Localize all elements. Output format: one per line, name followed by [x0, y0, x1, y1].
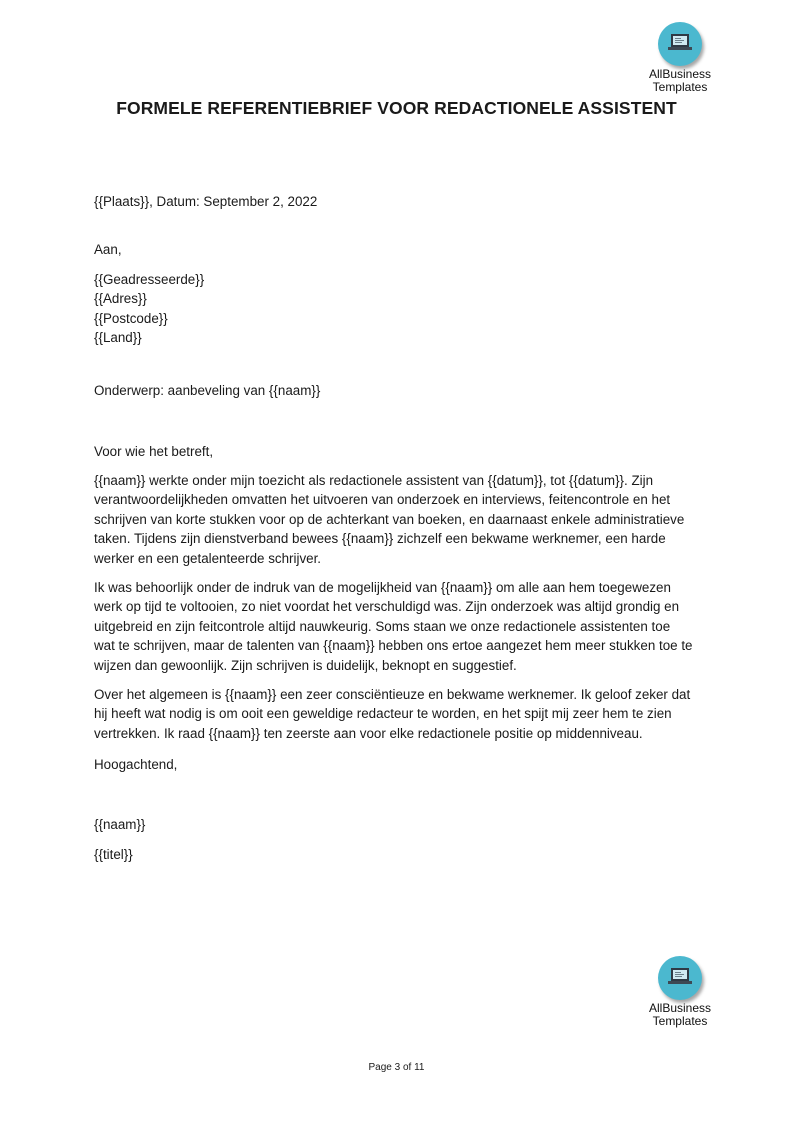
paragraph-line: verantwoordelijkheden omvatten het uitvoeren van onderzoek en interviews, feitencontrole en het: [94, 492, 671, 508]
logo-text: [640, 1002, 720, 1028]
paragraph-3: [94, 685, 704, 743]
paragraph-line: werk op tijd te voltooien, zo niet voordat het verschuldigd was. Zijn onderzoek was altijd grondig en: [94, 599, 680, 615]
address-line: {{Postcode}}: [94, 310, 168, 326]
paragraph-line: wat te schrijven, maar de talenten van {{naam}} hebben ons ertoe aangezet hem meer stukken toe te: [94, 638, 693, 654]
address-line: {{Geadresseerde}}: [94, 272, 205, 287]
page-footer: Page 3 of 11: [368, 1062, 425, 1073]
paragraph-line: Ik was behoorlijk onder de indruk van de mogelijkheid van {{naam}} om alle aan hem toegewezen: [94, 580, 671, 595]
paragraph-line: wijzen dan gewoonlijk. Zijn schrijven is duidelijk, beknopt en suggestief.: [94, 657, 517, 673]
logo-bottom: [640, 956, 720, 1028]
signature-name: {{naam}}: [94, 817, 146, 832]
laptop-icon: [658, 956, 702, 1000]
paragraph-line: hij heeft wat nodig is om ooit een geweldige redacteur te worden, en het spijt mij zeer hem te zien: [94, 706, 672, 722]
paragraph-line: vertrekken. Ik raad {{naam}} ten zeerste aan voor elke redactionele positie op middenniveau.: [94, 725, 643, 741]
address-line: {{Land}}: [94, 330, 142, 346]
logo-top: [640, 22, 720, 94]
logo-text: [640, 68, 720, 94]
closing: Hoogachtend,: [94, 757, 178, 772]
address-line: {{Adres}}: [94, 291, 147, 307]
paragraph-line: Over het algemeen is {{naam}} een zeer consciëntieuze en bekwame werknemer. Ik geloof zeker dat: [94, 687, 691, 702]
address-block: [94, 270, 704, 348]
paragraph-line: taken. Tijdens zijn dienstverband bewees {{naam}} zichzelf een bekwame werknemer, een harde: [94, 531, 666, 547]
logo-line1: AllBusiness: [648, 67, 712, 81]
paragraph-line: werker en een getalenteerde schrijver.: [94, 550, 322, 566]
paragraph-line: uitgebreid en zijn feitcontrole altijd nauwkeurig. Soms staan we onze redactionele assistenten toe: [94, 618, 671, 634]
place-date: {{Plaats}}, Datum: September 2, 2022: [94, 194, 318, 209]
signature-title: {{titel}}: [94, 847, 133, 862]
paragraph-line: schrijven van korte stukken voor op de achterkant van boeken, en daarnaast enkele administratieve: [94, 511, 685, 527]
greeting: Voor wie het betreft,: [94, 444, 214, 459]
logo-line1: AllBusiness: [648, 1001, 712, 1015]
paragraph-line: {{naam}} werkte onder mijn toezicht als redactionele assistent van {{datum}}, tot {{datum}}. Zijn: [94, 473, 654, 488]
document-title: FORMELE REFERENTIEBRIEF VOOR REDACTIONELE ASSISTENT: [116, 98, 677, 118]
logo-line2: Templates: [652, 80, 708, 94]
paragraph-1: [94, 471, 704, 568]
salutation-to: Aan,: [94, 242, 122, 257]
logo-line2: Templates: [652, 1014, 708, 1028]
paragraph-2: [94, 578, 704, 675]
laptop-icon: [658, 22, 702, 66]
subject-line: Onderwerp: aanbeveling van {{naam}}: [94, 383, 321, 398]
